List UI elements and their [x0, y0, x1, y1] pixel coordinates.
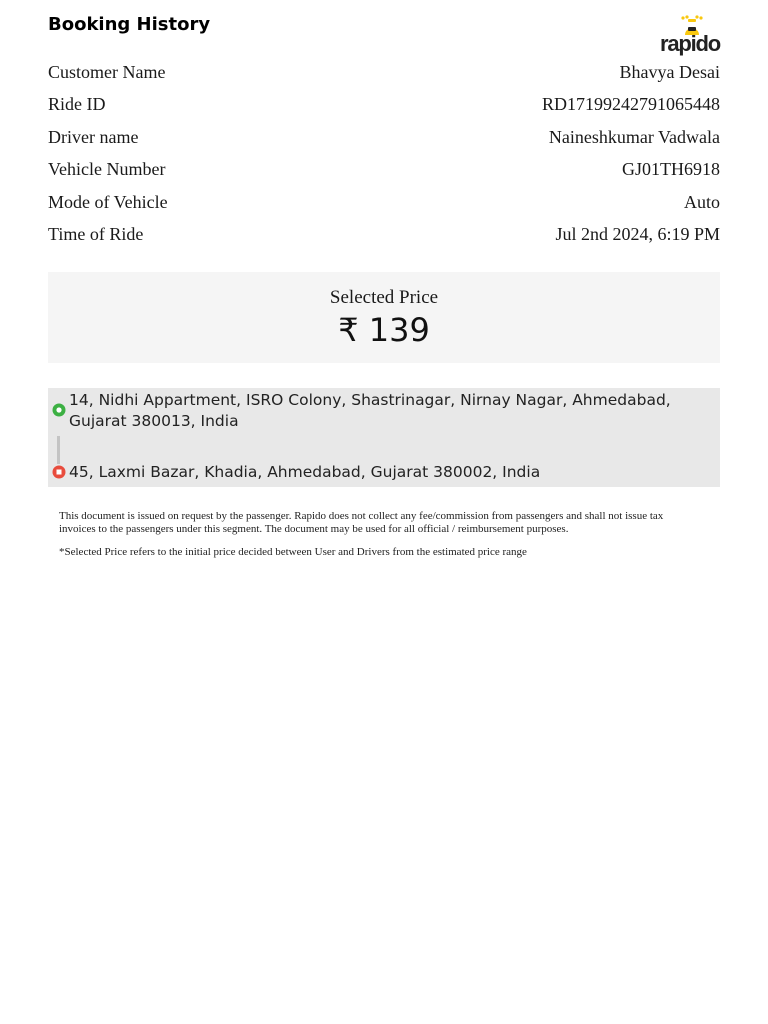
- logo-wordmark: rapido: [660, 31, 721, 56]
- detail-value: Bhavya Desai: [619, 61, 720, 82]
- price-label: Selected Price: [329, 287, 439, 308]
- booking-history-document: [48, 0, 721, 558]
- price-value: ₹ 139: [338, 311, 430, 349]
- detail-row-driver-name: [48, 121, 720, 154]
- rapido-logo: [658, 15, 722, 55]
- detail-value: GJ01TH6918: [622, 159, 720, 180]
- ride-details: [48, 56, 720, 251]
- pickup-location-icon: [52, 403, 66, 417]
- detail-row-ride-id: [48, 89, 720, 122]
- route-connector: [57, 436, 60, 464]
- detail-label: Customer Name: [48, 61, 166, 82]
- header: [48, 0, 720, 58]
- detail-value: Jul 2nd 2024, 6:19 PM: [555, 224, 720, 245]
- page-title: Booking History: [48, 14, 211, 35]
- selected-price-box: [48, 272, 720, 363]
- detail-row-time-of-ride: [48, 219, 720, 252]
- disclaimer-note: This document is issued on request by the passenger. Rapido does not collect any fee/commission from passengers and shall not issue tax invoices to the passengers under this segment. The document may be used for all official / reimbursement purposes.: [59, 510, 664, 535]
- detail-label: Time of Ride: [48, 224, 144, 245]
- drop-location-icon: [52, 465, 66, 479]
- detail-value: Auto: [684, 191, 720, 212]
- detail-label: Mode of Vehicle: [48, 191, 168, 212]
- detail-row-mode-of-vehicle: [48, 186, 720, 219]
- detail-row-customer-name: [48, 56, 720, 89]
- pickup-address: 14, Nidhi Appartment, ISRO Colony, Shastrinagar, Nirnay Nagar, Ahmedabad, Gujarat 380013, India: [69, 391, 671, 430]
- detail-value: Naineshkumar Vadwala: [548, 126, 720, 147]
- detail-value: RD17199242791065448: [541, 94, 720, 115]
- detail-row-vehicle-number: [48, 154, 720, 187]
- price-footnote: *Selected Price refers to the initial price decided between User and Drivers from the estimated price range: [59, 546, 527, 558]
- route-box: [48, 388, 720, 487]
- detail-label: Driver name: [48, 126, 139, 147]
- detail-label: Ride ID: [48, 94, 106, 115]
- notes: [59, 510, 699, 559]
- drop-address: 45, Laxmi Bazar, Khadia, Ahmedabad, Gujarat 380002, India: [69, 463, 541, 481]
- detail-label: Vehicle Number: [48, 159, 166, 180]
